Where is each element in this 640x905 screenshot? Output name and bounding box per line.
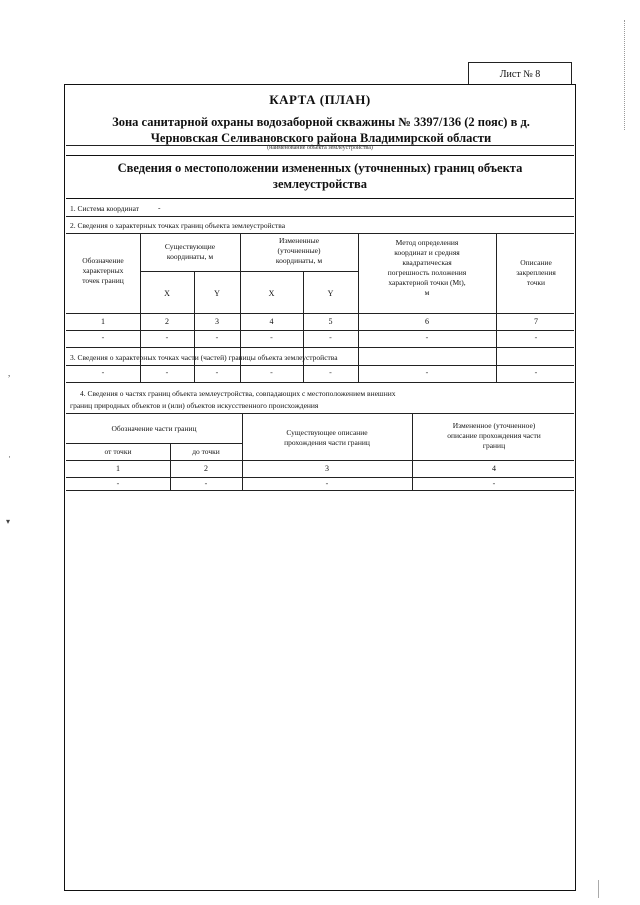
fixing-header-line: Описание (520, 258, 552, 267)
existing-coords-header-line: Существующие (164, 242, 216, 251)
changed-description-header-line: Измененное (уточненное) (452, 421, 536, 430)
table-cell: - (534, 333, 538, 342)
method-header (358, 238, 496, 298)
existing-description-header (242, 428, 412, 448)
method-header-line: координат и средняя (394, 248, 460, 257)
header-divider (66, 155, 574, 156)
scan-edge-artifact (598, 880, 599, 898)
method-header-line: м (424, 288, 430, 297)
column-number: 1 (116, 464, 120, 473)
table2-top (66, 233, 574, 234)
method-header-line: Метод определения (395, 238, 459, 247)
to-point-header: до точки (192, 447, 220, 456)
changed-description-header-line: границ (482, 441, 506, 450)
map-title: КАРТА (ПЛАН) (269, 92, 371, 107)
changed-description-header-line: описание прохождения части (447, 431, 541, 440)
x-changed-header: X (268, 289, 275, 298)
object-name-line-2: Черновская Селивановского района Владимирской области (150, 131, 492, 145)
table-cell: - (329, 333, 332, 342)
designation-header (66, 256, 140, 286)
designation-header-line: Обозначение (82, 256, 124, 265)
table-cell: - (492, 479, 496, 488)
table-cell: - (215, 333, 219, 342)
changed-description-header (412, 421, 576, 451)
from-point-header: от точки (104, 447, 132, 456)
column-number: 7 (534, 317, 538, 326)
fixing-header (496, 258, 576, 288)
existing-description-header-line: Существующее описание (286, 428, 368, 437)
sheet-number: Лист № 8 (468, 62, 572, 85)
object-name-line-1: Зона санитарной охраны водозаборной скважины № 3397/136 (2 пояс) в д. (112, 115, 530, 129)
column-number: 3 (325, 464, 329, 473)
fixing-header-line: точки (526, 278, 546, 287)
existing-description-header-line: прохождения части границ (284, 438, 370, 447)
table2-header-bottom (66, 313, 574, 314)
margin-mark: ▾ (6, 517, 11, 526)
x-existing-header: X (164, 289, 170, 298)
part-designation-header: Обозначение части границ (111, 424, 197, 433)
coord-system-label: 1. Система координат (70, 204, 140, 213)
table-cell: - (329, 368, 332, 377)
column-number: 4 (492, 464, 496, 473)
column-number: 5 (328, 317, 333, 326)
y-changed-header: Y (327, 289, 334, 298)
section-title-line-1: Сведения о местоположении измененных (уточненных) границ объекта (117, 161, 523, 175)
coord-system-rule (66, 216, 574, 217)
changed-coords-header-line: (уточненные) (277, 246, 321, 255)
column-number: 2 (204, 464, 208, 473)
table4-numbers-bottom (66, 477, 574, 478)
table-cell: - (425, 368, 429, 377)
column-number: 1 (101, 317, 105, 326)
section-title (80, 160, 560, 192)
table4-bottom (66, 490, 574, 491)
column-number: 2 (165, 317, 169, 326)
fixing-header-line: закрепления (516, 268, 556, 277)
changed-coords-header-line: координаты, м (275, 256, 323, 265)
table-cell: - (165, 333, 169, 342)
table4-header-bottom (66, 460, 574, 461)
designation-header-line: характерных (82, 266, 124, 275)
object-name-caption: (наименование объекта землеустройства) (267, 145, 373, 151)
boundary-points-caption: 2. Сведения о характерных точках границ объекта землеустройства (70, 221, 286, 230)
table-cell: - (325, 479, 329, 488)
table-cell: - (101, 368, 105, 377)
table-cell: - (215, 368, 219, 377)
designation-header-line: точек границ (82, 276, 124, 285)
table-cell: - (165, 368, 169, 377)
method-header-line: погрешность положения (387, 268, 467, 277)
existing-coords-header-line: координаты, м (166, 252, 214, 261)
changed-coords-header-line: Измененные (278, 236, 320, 245)
method-header-line: характерной точки (Mt), (388, 278, 466, 287)
part-points-caption: 3. Сведения о характерных точках части (частей) границы объекта землеустройства (70, 353, 338, 362)
column-number: 6 (425, 317, 429, 326)
column-number: 4 (269, 317, 274, 326)
parts-caption-line-2: границ природных объектов и (или) объектов искусственного происхождения (70, 401, 319, 410)
section-title-line-2: землеустройства (272, 177, 368, 191)
table3-bottom (66, 382, 574, 383)
margin-mark: , (8, 368, 11, 378)
table2-bottom (66, 347, 574, 348)
object-name (78, 114, 564, 146)
table-cell: - (101, 333, 105, 342)
table-cell: - (116, 479, 120, 488)
changed-coords-header (240, 236, 358, 266)
column-number: 3 (215, 317, 219, 326)
table4-subheader-rule (66, 443, 242, 444)
parts-caption-line-1: 4. Сведения о частях границ объекта землеустройства, совпадающих с местоположением внешних (80, 389, 396, 398)
table2-numbers-bottom (66, 330, 574, 331)
table-cell: - (270, 368, 273, 377)
table-cell: - (534, 368, 538, 377)
table-cell: - (204, 479, 208, 488)
table-cell: - (425, 333, 429, 342)
table-cell: - (270, 333, 273, 342)
section-divider (66, 198, 574, 199)
method-header-line: квадратическая (402, 258, 452, 267)
y-existing-header: Y (214, 289, 220, 298)
table3-top (66, 365, 574, 366)
scan-edge-artifact (624, 20, 625, 130)
coord-system-value: - (158, 203, 161, 212)
table4-top (66, 413, 574, 414)
existing-coords-header (140, 242, 240, 262)
margin-mark: · (8, 452, 11, 462)
table2-subheader-rule (140, 271, 358, 272)
